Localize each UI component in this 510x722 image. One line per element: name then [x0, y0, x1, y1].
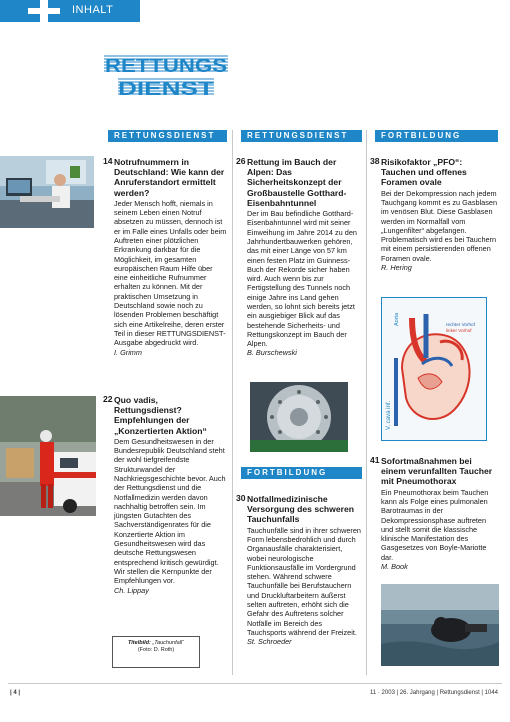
section-header-fortbildung-1: FORTBILDUNG	[370, 130, 498, 142]
article-title[interactable]: Sofortmaßnahmen bei einem verunfallten Taucher mit Pneumothorax	[381, 456, 493, 487]
tunnel-photo	[250, 382, 348, 452]
article-38[interactable]	[370, 157, 498, 272]
article-22[interactable]	[103, 395, 227, 595]
article-title[interactable]: Quo vadis, Rettungsdienst? Empfehlungen der „Konzertierten Aktion“	[114, 395, 207, 436]
cover-caption-box	[112, 636, 200, 668]
article-author: M. Book	[381, 561, 408, 571]
article-body: Der im Bau befindliche Gotthard-Eisenbahntunnel wird mit seiner Einweihung im Jahre 2014 zu den Jahrhundertbauwerken gehören, das mit einer Länge von 57 km einen festen Platz im Guinness-Buch der Rekorde sicher haben wird. Auch wenn bis zur Fertigstellung des Tunnels noch einige Jahre ins Land gehen werden, so lohnt sich bereits jetzt ein ausgiebiger Blick auf das bestehende Sicherheits- und Rettungskonzept im Bauch der Alpen.	[247, 209, 357, 349]
article-author: I. Grimm	[114, 347, 142, 357]
call-center-photo	[0, 156, 94, 228]
article-page-number: 14	[103, 156, 113, 166]
article-41[interactable]	[370, 456, 498, 571]
column-divider-2	[366, 130, 367, 675]
article-title[interactable]: Notfallmedizinische Versorgung des schweren Tauchunfalls	[247, 494, 354, 525]
rescue-scene-photo	[0, 396, 96, 516]
article-body: Ein Pneumothorax beim Tauchen kann als Folge eines pulmonalen Barotraumas in der Dekompressionsphase auftreten und stellt somit die klassische klinische Manifestation des Gasgesetzes von Boyle-Mariotte dar.	[381, 487, 489, 562]
article-title[interactable]: Risikofaktor „PFO“: Tauchen und offenes Foramen ovale	[381, 157, 467, 188]
cover-caption-title: „Tauchunfall“	[152, 640, 184, 646]
article-author: Ch. Lippay	[114, 585, 149, 595]
footer-page-number: | 4 |	[10, 690, 21, 696]
article-body: Tauchunfälle sind in ihrer schweren Form lebensbedrohlich und durch Organausfälle charakterisiert, wobei neurologische Funktionsausfälle im Vordergrund stehen. Während schwere Tauchunfälle bei Berufstauchern und Druckluftarbeitern äußerst selten auftreten, erhöht sich die Gefahr des Auftretens solcher Notfälle im Bereich des Tauchsports während der Freizeit.	[247, 525, 361, 637]
article-body: Dem Gesundheitswesen in der Bundesrepublik Deutschland steht der wohl tiefgreifendste Strukturwandel der Nachkriegsgeschichte bevor. Auch der Rettungsdienst und die Notfallmedizin werden davon nachhaltig betroffen sein. Im jüngsten Gutachten des Sachverständigenrates für die Konzertierte Aktion im Gesundheitswesen wird das deutsche Rettungswesen entsprechend kritisch gewürdigt. Wir stellen die Kernpunkte der Empfehlungen vor.	[114, 436, 226, 586]
logo-line2: DIENST	[118, 79, 215, 100]
article-body: Bei der Dekompression nach jedem Tauchgang kommt es zu Gasblasen im venösen Blut. Diese Gasblasen werden im Normalfall vom „Lungenfilter“ abgefangen. Problematisch wird es bei Tauchern mit einem persistierenden offenen Foramen ovale.	[381, 188, 498, 263]
header-tab-label: INHALT	[72, 4, 114, 16]
article-page-number: 26	[236, 156, 246, 166]
heart-label-left-atrium: linker Vorhof	[446, 328, 472, 333]
heart-label-right-atrium: rechter Vorhof	[446, 322, 475, 327]
cross-icon	[28, 0, 60, 22]
article-body: Jeder Mensch hofft, niemals in seinem Leben einen Notruf absetzen zu müssen, dennoch ist er im Falle eines Unfalls oder beim Auftreten einer plötzlichen Erkrankung darkbar für die Möglichkeit, im gesamten europäischen Raum Hilfe über eine einheitliche Rufnummer erhalten zu können. Mit der praktischen Umsetzung in Deutschland sowie noch zu lösenden Problemen beschäftigt sich eine Artikelreihe, deren erster Teil in dieser RETTUNGSDIENST-Ausgabe abgedruckt wird.	[114, 198, 227, 348]
heart-label-aorta: Aorta	[394, 312, 400, 326]
article-author: B. Burschewski	[247, 348, 297, 358]
section-header-rettungsdienst-2: RETTUNGSDIENST	[236, 130, 362, 142]
heart-diagram-frame	[381, 297, 487, 441]
article-title[interactable]: Notrufnummern in Deutschland: Wie kann der Anruferstandort ermittelt werden?	[114, 157, 225, 198]
heart-label-vcava: V. cava inf.	[386, 400, 392, 430]
article-page-number: 30	[236, 493, 246, 503]
logo-text	[104, 52, 228, 102]
article-page-number: 41	[370, 455, 380, 465]
article-14[interactable]	[103, 157, 227, 357]
article-26[interactable]	[236, 157, 362, 358]
article-title[interactable]: Rettung im Bauch der Alpen: Das Sicherheitskonzept der Großbaustelle Gotthard-Eisenbahntunnel	[247, 157, 347, 208]
logo-line1: RETTUNGS	[105, 56, 227, 77]
article-page-number: 38	[370, 156, 380, 166]
footer-rule	[8, 683, 502, 684]
header-tab	[0, 0, 140, 22]
article-author: St. Schroeder	[247, 637, 292, 647]
column-divider-1	[232, 130, 233, 675]
footer-issue-info: 11 · 2003 | 26. Jahrgang | Rettungsdienst | 1044	[370, 690, 498, 696]
cover-caption-credit: (Foto: D. Roth)	[137, 647, 175, 653]
article-page-number: 22	[103, 394, 113, 404]
section-header-fortbildung-2: FORTBILDUNG	[236, 467, 362, 479]
diver-photo	[381, 584, 499, 666]
article-author: R. Hering	[381, 262, 412, 272]
cover-caption-label: Titelbild:	[128, 640, 151, 646]
section-header-rettungsdienst-1: RETTUNGSDIENST	[103, 130, 227, 142]
article-30[interactable]	[236, 494, 362, 646]
